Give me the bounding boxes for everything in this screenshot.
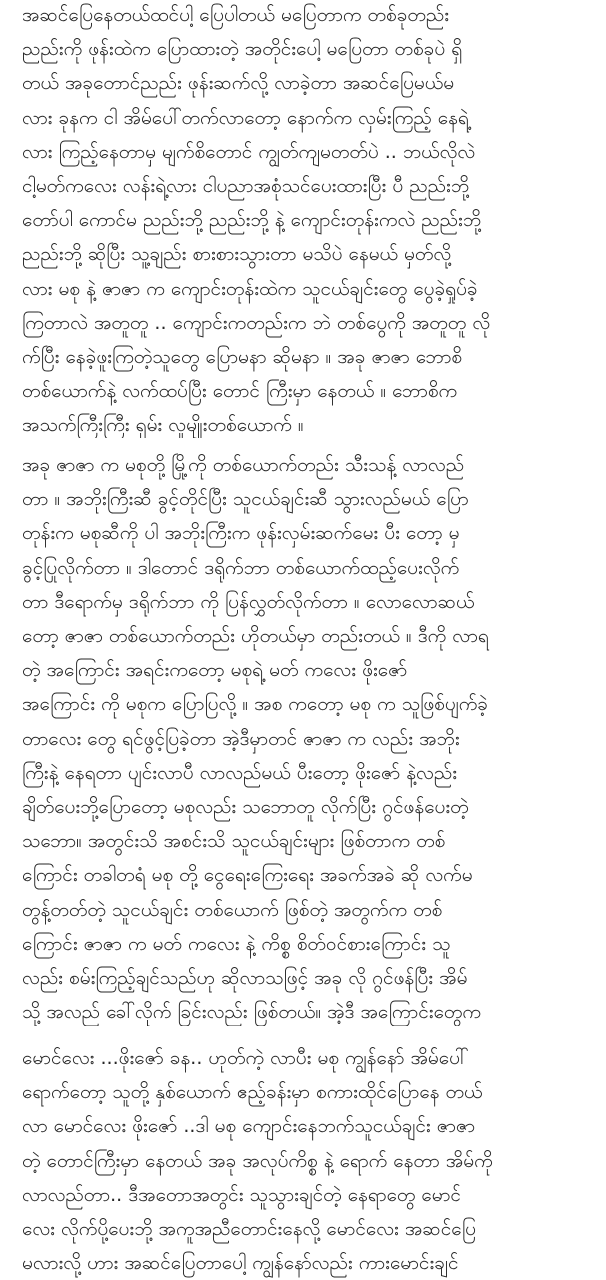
article-paragraph-2: အခု ဇာဇာ က မစုတို့ မြို့ကို တစ်ယောက်တည်း သီးသန့် လာလည် တာ ။ အဘိုးကြီးဆီ ခွင့်တိုင်ပြီး သူငယ်ချင်းဆီ သွားလည်မယ် ပြော တုန်းက မစုဆီကို ပါ အဘိုးကြီးက ဖုန်းလှမ်းဆက်မေး ပီး တော့ မှ ခွင့်ပြုလိုက်တာ ။ ဒါတောင် ဒရိုက်ဘာ တစ်ယောက်ထည့်ပေးလိုက် တာ ဒီရောက်မှ ဒရိုက်ဘာ ကို ပြန်လွှတ်လိုက်တာ ။ လောလောဆယ် တော့ ဇာဇာ တစ်ယောက်တည်း ဟိုတယ်မှာ တည်းတယ် ။ ဒီကို လာရ တဲ့ အကြောင်း အရင်းကတော့ မစုရဲ့ မတ် ကလေး ဖိုးဇော် အကြောင်း ကို မစုက ပြောပြလို့ ။ အစ ကတော့ မစု က သူဖြစ်ပျက်ခဲ့ တာလေး တွေ ရင်ဖွင့်ပြခဲ့တာ အဲ့ဒီမှာတင် ဇာဇာ က လည်း အဘိုး ကြီးနဲ့ နေရတာ ပျင်းလာပီ လာလည်မယ် ပီးတော့ ဖိုးဇော် နဲ့လည်း ချိတ်ပေးဘို့ပြောတော့ မစုလည်း သဘောတူ လိုက်ပြီး ဂွင်ဖန်ပေးတဲ့ သဘော။ အတွင်းသိ အစင်းသိ သူငယ်ချင်းများ ဖြစ်တာက တစ် ကြောင်း တခါတရံ မစု တို့ ငွေရေးကြေးရေး အခက်အခဲ ဆို လက်မ တွန့်တတ်တဲ့ သူငယ်ချင်း တစ်ယောက် ဖြစ်တဲ့ အတွက်က တစ် ကြောင်း ဇာဇာ က မတ် ကလေး နဲ့ ကိစ္စ စိတ်ဝင်စားကြောင်း သူ လည်း စမ်းကြည့်ချင်သည်ဟု ဆိုလာသဖြင့် အခု လို ဂွင်ဖန်ပြီး အိမ် သို့ အလည် ခေါ်လိုက် ခြင်းလည်း ဖြစ်တယ်။ အဲ့ဒီ အကြောင်းတွေက bbox=[22, 454, 489, 1024]
article-paragraph-3: မောင်လေး ...ဖိုးဇော် ခန.. ဟုတ်ကဲ့ လာပီး မစု ကျွန်နော် အိမ်ပေါ် ရောက်တော့ သူတို့ နှစ်ယောက် ဧည့်ခန်းမှာ စကားထိုင်ပြောနေ တယ် လာ မောင်လေး ဖိုးဇော် ..ဒါ မစု ကျောင်းနေဘက်သူငယ်ချင်း ဇာဇာ တဲ့ တောင်ကြီးမှာ နေတယ် အခု အလုပ်ကိစ္စ နဲ့ ရောက် နေတာ အိမ်ကို လာလည်တာ.. ဒီအတောအတွင်း သူသွားချင်တဲ့ နေရာတွေ မောင် လေး လိုက်ပို့ပေးဘို့ အကူအညီတောင်းနေလို့ မောင်လေး အဆင်ပြေ မလားလို့ ဟား အဆင်ပြေတာပေါ့ ကျွန်နော်လည်း ကားမောင်းချင် bbox=[22, 1047, 493, 1275]
article-paragraph-1: အဆင်ပြေနေတယ်ထင်ပါ့ ပြေပါတယ် မပြေတာက တစ်ခုတည်း ညည်းကို ဖုန်းထဲက ပြောထားတဲ့ အတိုင်းပေါ့ မပြေတာ တစ်ခုပဲ ရှိ တယ် အခုတောင်ညည်း ဖုန်းဆက်လို့ လာခဲ့တာ အဆင်ပြေမယ်မ လား ခုနက ငါ အိမ်ပေါ်တက်လာတော့ နောက်က လှမ်းကြည့် နေရဲ့ လား ကြည့်နေတာမှ မျက်စိတောင် ကျွတ်ကျမတတ်ပဲ .. ဘယ်လိုလဲ ငါ့မတ်ကလေး လန်းရဲ့လား ငါပညာအစုံသင်ပေးထားပြီး ပီ ညည်းဘို့ တော်ပါ ကောင်မ ညည်းဘို့ ညည်းဘို့ နဲ့ ကျောင်းတုန်းကလဲ ညည်းဘို့ ညည်းဘို့ ဆိုပြီး သူ့ချည်း စားစားသွားတာ မသိပဲ နေမယ် မှတ်လို့ လား မစု နဲ့ ဇာဇာ က ကျောင်းတုန်းထဲက သူငယ်ချင်းတွေ ပွေခဲ့ရှုပ်ခဲ့ ကြတာလဲ အတူတူ .. ကျောင်းကတည်းက ဘဲ တစ်ပွေကို အတူတူ လို က်ပြီး နေခဲ့ဖူးကြတဲ့သူတွေ ပြောမနာ ဆိုမနာ ။ အခု ဇာဇာ ဘောစိ တစ်ယောက်နဲ့ လက်ထပ်ပြီး တောင် ကြီးမှာ နေတယ် ။ ဘောစိက အသက်ကြီးကြီး ရှမ်း လူမျိုးတစ်ယောက် ။ bbox=[22, 4, 491, 437]
